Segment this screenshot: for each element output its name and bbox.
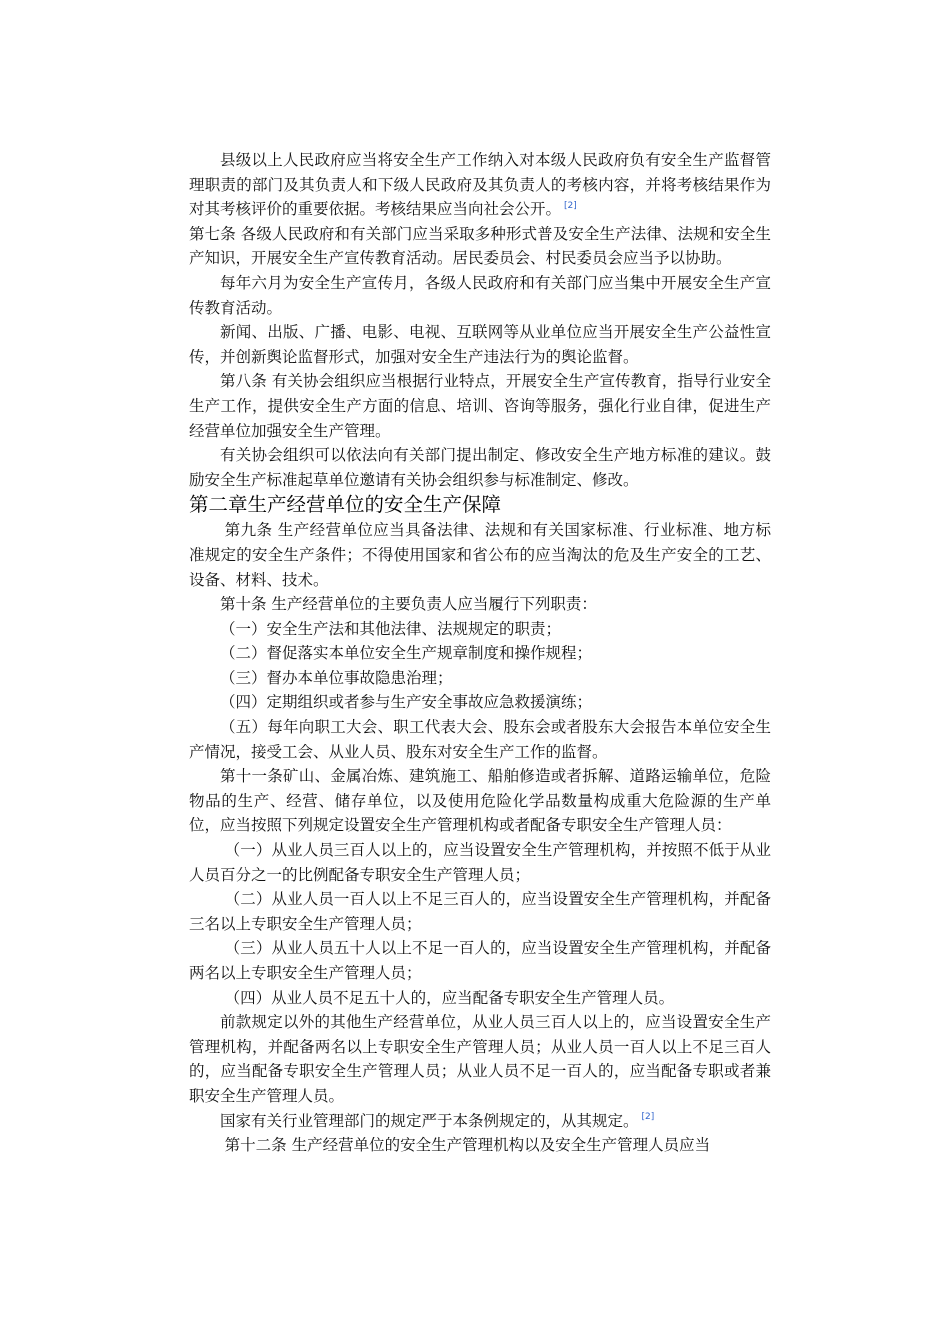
list-item: （一）从业人员三百人以上的，应当设置安全生产管理机构，并按照不低于从业人员百分之一的比例配备专职安全生产管理人员；	[189, 841, 771, 884]
article-7: 第七条 各级人民政府和有关部门应当采取多种形式普及安全生产法律、法规和安全生产知识，开展安全生产宣传教育活动。居民委员会、村民委员会应当予以协助。	[189, 224, 771, 268]
paragraph-media: 新闻、出版、广播、电影、电视、互联网等从业单位应当开展安全生产公益性宣传，并创新舆论监督形式，加强对安全生产违法行为的舆论监督。	[189, 323, 771, 366]
document-page	[189, 148, 771, 1158]
paragraph-assessment	[189, 148, 771, 222]
citation-ref[interactable]: [2]	[641, 1112, 655, 1123]
list-item: （三）从业人员五十人以上不足一百人的，应当设置安全生产管理机构，并配备两名以上专职安全生产管理人员；	[189, 939, 771, 982]
list-item: （五）每年向职工大会、职工代表大会、股东会或者股东大会报告本单位安全生产情况，接受工会、从业人员、股东对安全生产工作的监督。	[189, 718, 771, 761]
paragraph-text: 国家有关行业管理部门的规定严于本条例规定的，从其规定。	[220, 1111, 639, 1130]
article-9: 第九条 生产经营单位应当具备法律、法规和有关国家标准、行业标准、地方标准规定的安全生产条件；不得使用国家和省公布的应当淘汰的危及生产安全的工艺、设备、材料、技术。	[189, 521, 771, 589]
list-item: （二）从业人员一百人以上不足三百人的，应当设置安全生产管理机构，并配备三名以上专职安全生产管理人员；	[189, 890, 771, 933]
list-item: （四）从业人员不足五十人的，应当配备专职安全生产管理人员。	[224, 988, 675, 1007]
list-item: （四）定期组织或者参与生产安全事故应急救援演练；	[220, 693, 593, 712]
chapter-heading: 第二章生产经营单位的安全生产保障	[189, 493, 502, 517]
paragraph-text: 县级以上人民政府应当将安全生产工作纳入对本级人民政府负有安全生产监督管理职责的部门及其负责人和下级人民政府及其负责人的考核内容，并将考核结果作为对其考核评价的重要依据。考核结果应当向社会公开。	[189, 151, 771, 219]
article-10: 第十条 生产经营单位的主要负责人应当履行下列职责：	[220, 595, 597, 614]
article-12: 第十二条 生产经营单位的安全生产管理机构以及安全生产管理人员应当	[224, 1136, 711, 1155]
list-item: （三）督办本单位事故隐患治理；	[220, 668, 453, 687]
paragraph-safety-month: 每年六月为安全生产宣传月，各级人民政府和有关部门应当集中开展安全生产宣传教育活动。	[189, 273, 771, 317]
paragraph-other-units: 前款规定以外的其他生产经营单位，从业人员三百人以上的，应当设置安全生产管理机构，并配备两名以上专职安全生产管理人员；从业人员一百人以上不足三百人的，应当配备专职安全生产管理人员；从业人员不足一百人的，应当配备专职或者兼职安全生产管理人员。	[189, 1013, 771, 1105]
paragraph-national-rules	[189, 1109, 771, 1134]
citation-ref[interactable]: [2]	[564, 201, 577, 212]
article-11: 第十一条矿山、金属冶炼、建筑施工、船舶修造或者拆解、道路运输单位，危险物品的生产、经营、储存单位，以及使用危险化学品数量构成重大危险源的生产单位，应当按照下列规定设置安全生产管理机构或者配备专职安全生产管理人员：	[189, 767, 771, 835]
paragraph-associations: 有关协会组织可以依法向有关部门提出制定、修改安全生产地方标准的建议。鼓励安全生产标准起草单位邀请有关协会组织参与标准制定、修改。	[189, 446, 771, 489]
article-8: 第八条 有关协会组织应当根据行业特点，开展安全生产宣传教育，指导行业安全生产工作，提供安全生产方面的信息、培训、咨询等服务，强化行业自律，促进生产经营单位加强安全生产管理。	[189, 372, 771, 440]
list-item: （二）督促落实本单位安全生产规章制度和操作规程；	[220, 644, 593, 663]
list-item: （一）安全生产法和其他法律、法规规定的职责；	[220, 619, 562, 638]
